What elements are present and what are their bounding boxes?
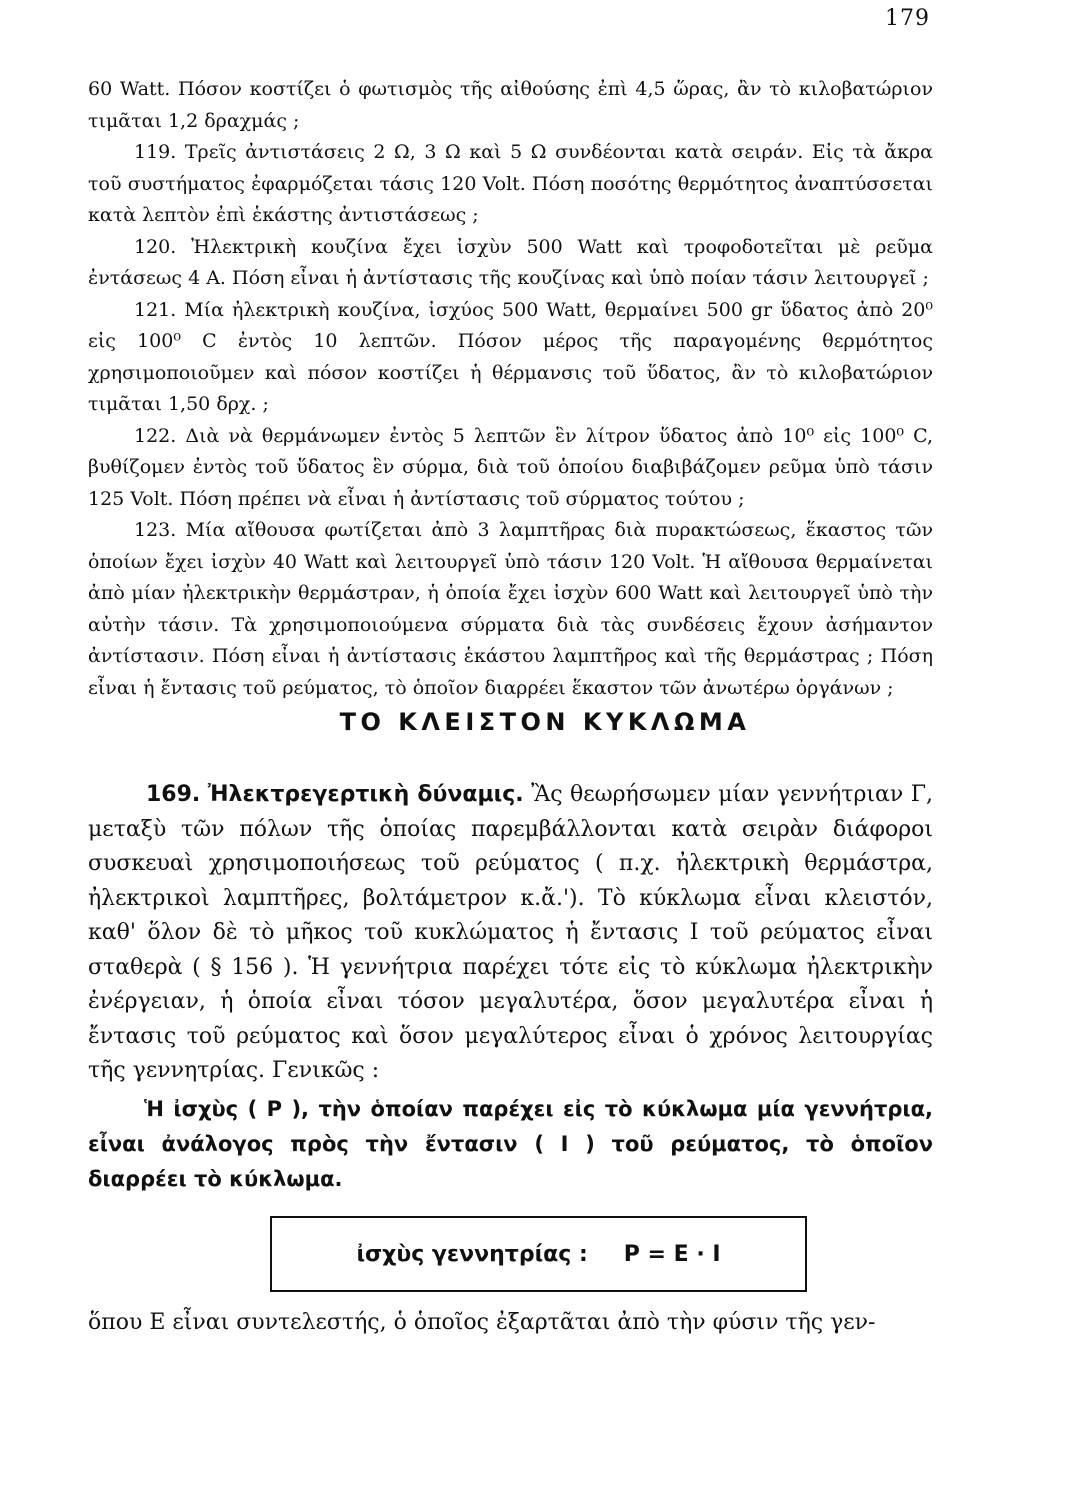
exercises-block (88, 74, 933, 704)
exercise-120: 120. Ἠλεκτρικὴ κουζίνα ἔχει ἰσχὺν 500 Watt καὶ τροφοδοτεῖται μὲ ρεῦμα ἐντάσεως 4 A. Πόση εἶναι ἡ ἀντίστασις τῆς κουζίνας καὶ ὑπὸ ποίαν τάσιν λειτουργεῖ ; (88, 235, 933, 289)
paragraph-169 (88, 778, 933, 1089)
law-text: Ἡ ἰσχὺς ( P ), τὴν ὁποίαν παρέχει εἰς τὸ κύκλωμα μία γεννήτρια, εἶναι ἀνάλογος πρὸς τὴν ἔντασιν ( I ) τοῦ ρεύματος, τὸ ὁποῖον διαρρέει τὸ κύκλωμα. (88, 1097, 933, 1191)
formula-box (270, 1216, 807, 1292)
formula-label: ἰσχὺς γεννητρίας : (356, 1241, 588, 1267)
page-number: 179 (885, 6, 930, 31)
section-title: ΤΟ ΚΛΕΙΣΤΟΝ ΚΥΚΛΩΜΑ (339, 708, 751, 736)
law-statement (88, 1092, 933, 1197)
paragraph-title: Ἠλεκτρεγερτικὴ δύναμις. (207, 782, 524, 807)
exercise-122: 122. Διὰ νὰ θερμάνωμεν ἐντὸς 5 λεπτῶν ἓν λίτρον ὕδατος ἀπὸ 10⁰ εἰς 100⁰ C, βυθίζομεν ἐντὸς τοῦ ὕδατος ἓν σύρμα, διὰ τοῦ ὁποίου διαβιβάζομεν ρεῦμα ὑπὸ τάσιν 125 Volt. Πόση πρέπει νὰ εἶναι ἡ ἀντίστασις τοῦ σύρματος τούτου ; (88, 424, 933, 510)
exercise-119: 119. Τρεῖς ἀντιστάσεις 2 Ω, 3 Ω καὶ 5 Ω συνδέονται κατὰ σειράν. Εἰς τὰ ἄκρα τοῦ συστήματος ἐφαρμόζεται τάσις 120 Volt. Πόση ποσότης θερμότητος ἀναπτύσσεται κατὰ λεπτὸν ἐπὶ ἑκάστης ἀντιστάσεως ; (88, 141, 933, 226)
paragraph-text: Ἂς θεωρήσωμεν μίαν γεννήτριαν Γ, μεταξὺ τῶν πόλων τῆς ὁποίας παρεμβάλλονται κατὰ σειρὰν διάφοροι συσκευαὶ χρησιμοποιήσεως τοῦ ρεύματος ( π.χ. ἠλεκτρικὴ θερμάστρα, ἠλεκτρικοὶ λαμπτῆρες, βολτάμετρον κ.ἄ.'). Τὸ κύκλωμα εἶναι κλειστόν, καθ' ὅλον δὲ τὸ μῆκος τοῦ κυκλώματος ἡ ἔντασις I τοῦ ρεύματος εἶναι σταθερὰ ( § 156 ). Ἡ γεννήτρια παρέχει τότε εἰς τὸ κύκλωμα ἠλεκτρικὴν ἐνέργειαν, ἡ ὁποία εἶναι τόσον μεγαλυτέρα, ὅσον μεγαλυτέρα εἶναι ἡ ἔντασις τοῦ ρεύματος καὶ ὅσον μεγαλύτερος εἶναι ὁ χρόνος λειτουργίας τῆς γεννητρίας. Γενικῶς : (88, 782, 933, 1083)
paragraph-number: 169. (146, 782, 201, 807)
tail-line: ὅπου E εἶναι συντελεστής, ὁ ὁποῖος ἐξαρτᾶται ἀπὸ τὴν φύσιν τῆς γεν- (88, 1310, 876, 1335)
exercise-123: 123. Μία αἴθουσα φωτίζεται ἀπὸ 3 λαμπτῆρας διὰ πυρακτώσεως, ἕκαστος τῶν ὁποίων ἔχει ἰσχὺν 40 Watt καὶ λειτουργεῖ ὑπὸ τάσιν 120 Volt. Ἡ αἴθουσα θερμαίνεται ἀπὸ μίαν ἠλεκτρικὴν θερμάστραν, ἡ ὁποία ἔχει ἰσχὺν 600 Watt καὶ λειτουργεῖ ὑπὸ τὴν αὐτὴν τάσιν. Τὰ χρησιμοποιούμενα σύρματα διὰ τὰς συνδέσεις ἔχουν ἀσήμαντον ἀντίστασιν. Πόση εἶναι ἡ ἀντίστασις ἑκάστου λαμπτῆρος καὶ τῆς θερμάστρας ; Πόση εἶναι ἡ ἔντασις τοῦ ρεύματος, τὸ ὁποῖον διαρρέει ἕκαστον τῶν ἀνωτέρω ὀργάνων ; (88, 519, 933, 699)
exercise-121: 121. Μία ἠλεκτρικὴ κουζίνα, ἰσχύος 500 Watt, θερμαίνει 500 gr ὕδατος ἀπὸ 20⁰ εἰς 100⁰ C ἐντὸς 10 λεπτῶν. Πόσον μέρος τῆς παραγομένης θερμότητος χρησιμοποιοῦμεν καὶ πόσον κοστίζει ἡ θέρμανσις τοῦ ὕδατος, ἂν τὸ κιλοβατώριον τιμᾶται 1,50 δρχ. ; (88, 298, 933, 415)
continuation-text (88, 1306, 933, 1341)
formula-expression: P = E · I (623, 1241, 721, 1267)
exercise-continuation: 60 Watt. Πόσον κοστίζει ὁ φωτισμὸς τῆς αἰθούσης ἐπὶ 4,5 ὥρας, ἂν τὸ κιλοβατώριον τιμᾶται 1,2 δραχμάς ; (88, 78, 933, 132)
